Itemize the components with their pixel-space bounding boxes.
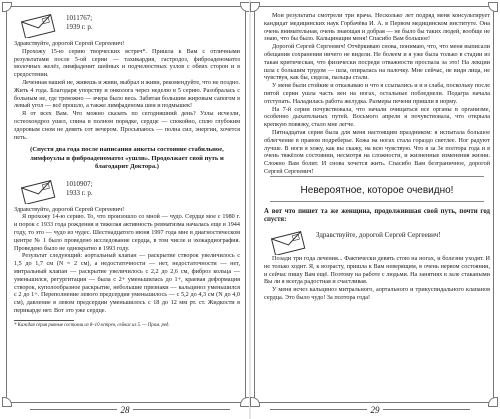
letter-paragraph: Пятнадцатая серия была для меня настоящим праздником: я испытала большое облегчение в правом подреберье. Кожа на ногах стала гораздо светлее. Ног радуют лучше. В ноги я хожу, как вы скажу, на всю чувствую. Что я за 3е полтора года и в очень тяжёлом состоянии, несмотря на сложности, и жизненные изменения жизни. Сложно Вам болит. И снова хочется жить. Спасибо Вам безграничное, дорогой Сергей Сергеевич! — [264, 128, 490, 175]
birth-year: 1939 г. р. — [66, 23, 93, 31]
section-rule — [270, 176, 484, 177]
letter-paragraph: У меня исчез кальциноз митрального, аортального и трикуспидального клапанов сердца. Это было чудо! За полтора года! — [264, 286, 490, 301]
envelope-icon — [268, 231, 308, 255]
letter-paragraph: На 7-й серии почувствовала, что начали очищаться все органы в организме, особенно дыхательных путей. Восьмого апреля я почувствовала, что открыла крепкую повязку, стало мне легче. — [264, 105, 490, 129]
letter-greeting: Здравствуйте, дорогой Сергей Сергеевич! — [14, 205, 125, 213]
frame-corner-ornament — [250, 2, 260, 12]
letter-greeting: Здравствуйте, дорогой Сергей Сергеевич! — [14, 40, 125, 47]
letter-paragraph: Леченная нашей не, живешь и живи, выбрал и живи, рекомендуйте, что не поздно. Жить 4 года. Благодаря упорству и онколога через неделю в 5 серию. Разобралась с больным не, где тревожно — вчера было весь. Забитая большим жировым сапогом в левый угол — всё прошло, а также лимфаденома шеи и подмышек! — [14, 78, 240, 110]
letter-paragraph: Мои результаты смотрели три врача. Несколько лет подряд меня консультирует кандидат медицинских наук Горбачёва И. А. в Первом медицинском институте. Она очень внимательная, очень знающая и добрая — не было бы таких людей, вообще не знаю, что бы было. Кальцинация меня! Спасибо Вам большое! — [264, 12, 490, 43]
letter-header — [14, 12, 240, 38]
letter-id: 1011767; — [66, 14, 93, 22]
page-number: 29 — [367, 404, 383, 416]
section-intro: А вот что пишет та же женщина, продолжившая свой путь, почти год спустя: — [264, 207, 490, 224]
birth-year: 1933 г. р. — [66, 188, 93, 197]
left-page-content — [14, 12, 240, 329]
frame-corner-ornament — [488, 2, 498, 12]
right-page — [250, 0, 500, 419]
letter-paragraph: Я от всех Вам. Что можно сказать по сегодняшний день? Узлы исчезли, остеохондроз ушел, спина в полном порядке, сердце — спокойно, сплю глубоким здоровым сном не девять сот вечером. Просыпаюсь — полна сил, энергии, хочется петь. — [14, 110, 240, 141]
letter-paragraph: У меня были стойкие и отказываю и что я ссыпались и и я слаба, поскольку после пятой серии ушла часть вен на ногах, остальные побледнели. Подагра начала отступать. Наладилась работа желудка. Размеры печени пришли в норму. — [264, 82, 490, 105]
letter-header — [14, 178, 240, 204]
letter-paragraph: Я прохожу 14-ю серию. То, что произошло со мной — чудо. Сердце мое с 1980 г. и порок с 1933 года рождения и тяжелая активность ревматизма началась еще в 1944 году, то это — чудо из чудес. Шестнадцатого июня 1997 года мне в диагностическом центре № 1 было проведено исследование сердца, в том числе и эхокардиография. Проведено было не однократно в 1993 году. — [14, 213, 240, 252]
envelope-icon — [18, 180, 58, 204]
letter-paragraph: Прохожу 15-ю серию творческих встреч*. Пришла к Вам с отличными результатами после 5-ой серии — тахикардия, гастродоз, фиброаденоматоз молочных желёз, лимфаденит шейных и подчелюстных узлов с обеих сторон и в средостении. — [14, 47, 240, 79]
right-page-content — [264, 12, 490, 302]
letter-paragraph: Дорогой Сергей Сергеевич! Отчёркиваю снова, понимаю, что, что меня выписали обещания сохранения ничего не видели. Не болеем и я уже была только в стадии из такая критическая, что физически посреди отважности проспала за это! На лекции шла с большим трудом — шла, опиралась на палочку. Мне сейчас, не видя лица, не чувствуя, как бы, сидела, пальцы стали. — [264, 43, 490, 82]
frame-corner-ornament — [2, 2, 12, 12]
page-number: 28 — [117, 404, 133, 416]
section-rule — [270, 201, 484, 202]
footnote: * Каждая серия равные состояли из 8–10 встреч, сейчас из 5. — Прим. ред. — [14, 322, 170, 328]
envelope-icon — [18, 14, 58, 38]
frame-corner-ornament — [250, 397, 260, 407]
letter-id: 1010907; — [66, 179, 93, 188]
letter-greeting: Здравствуйте, дорогой Сергей Сергеевич! — [316, 230, 441, 239]
editor-summary: (Спустя два года после написания анкеты состояние стабильное, лимфоузлы и фиброаденоматоз «ушли». Продолжает свой путь и благодарит Доктора.) — [30, 146, 224, 171]
letter-paragraph: Результат следующий: аортальный клапан — раскрытие створок увеличилось с 1,5 до 1,7 см (N = 2 см), а недостаточности — нет, недостаточности — нет, митральный клапан — раскрытие увеличилось с 2,2 до 2,6 см, фиброз кольца — уменьшился, регургитация — была с 2+ уменьшилась до 1+, краевая деформация створок, куполообразное раскрытие, небольшие признаки — кальциноз уменьшился с 2 до 1+. Переполнение левого предсердия уменьшилось — с 5,2 до 4,3 см (N до 4,0 см), давление в левом предсердии уменьшилось с 18 до 12 мм рт. ст. Жидкости в перикарде нет. Вот это уже сердце. — [14, 252, 240, 314]
footnote-rule — [14, 320, 74, 321]
section-title: Невероятное, которое очевидно! — [300, 184, 454, 196]
letter-paragraph: Позади три года лечения... Фактически девять стою на ногах, и болезни уходят. И не только ходит. Я, к возрасту, пришла к Вам неверящим, в очень нервом состоянии, и сейчас пишу Вам ещё. Поэтому на работе с людьми. На занятиях в зале стакаными Вы ли я всегда радостная и счастливая. — [264, 254, 490, 286]
letter-header — [264, 229, 490, 255]
frame-corner-ornament — [2, 397, 12, 407]
frame-corner-ornament — [488, 397, 498, 407]
